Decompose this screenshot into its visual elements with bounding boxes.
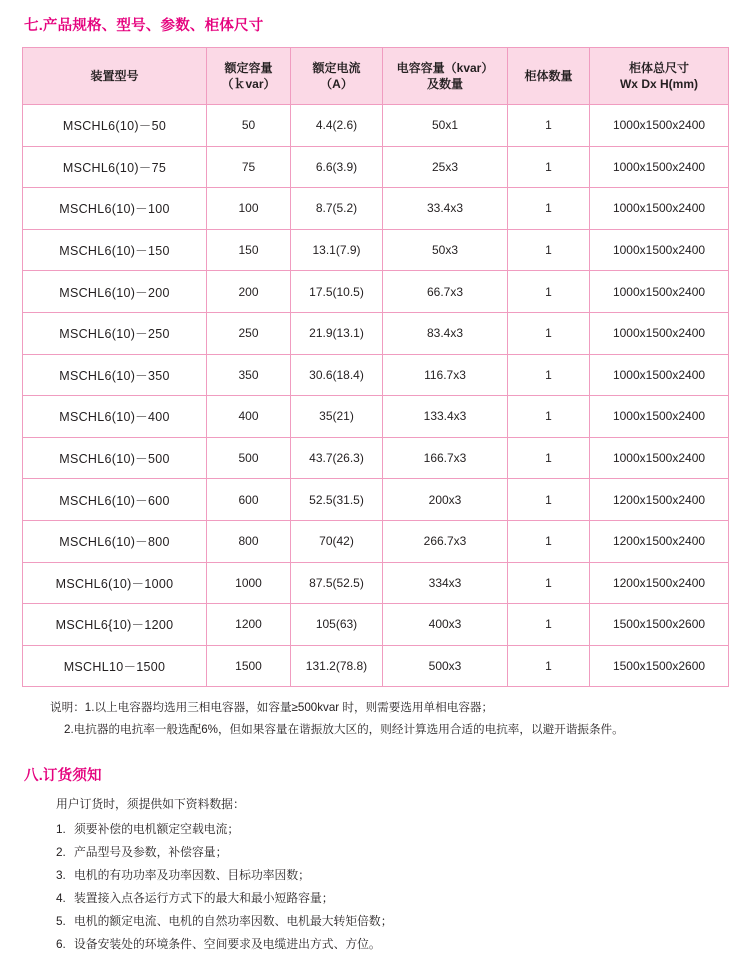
cell-rated-current: 8.7(5.2) <box>291 188 383 230</box>
order-list-item <box>56 864 728 887</box>
cell-cabinet-size: 1000x1500x2400 <box>590 396 729 438</box>
cell-rated-current: 35(21) <box>291 396 383 438</box>
column-header-capacitor-capacity: 电容容量（kvar） 及数量 <box>383 48 508 105</box>
cell-cabinet-count: 1 <box>508 146 590 188</box>
cell-cabinet-size: 1000x1500x2400 <box>590 188 729 230</box>
column-header-rated-capacity: 额定容量 （ｋvar） <box>207 48 291 105</box>
cell-capacitor-capacity: 33.4x3 <box>383 188 508 230</box>
cell-rated-capacity: 200 <box>207 271 291 313</box>
cell-rated-current: 70(42) <box>291 520 383 562</box>
order-list-item-text: 设备安装处的环境条件、空间要求及电缆进出方式、方位。 <box>74 937 381 952</box>
table-header-row <box>23 48 729 105</box>
table-row <box>23 105 729 147</box>
cell-cabinet-size: 1000x1500x2400 <box>590 146 729 188</box>
cell-capacitor-capacity: 83.4x3 <box>383 312 508 354</box>
cell-rated-current: 87.5(52.5) <box>291 562 383 604</box>
cell-cabinet-count: 1 <box>508 105 590 147</box>
order-list-item-text: 电机的有功功率及功率因数、目标功率因数； <box>74 868 310 883</box>
cell-capacitor-capacity: 166.7x3 <box>383 437 508 479</box>
cell-rated-current: 21.9(13.1) <box>291 312 383 354</box>
order-list-item-number: 4. <box>56 891 66 906</box>
cell-rated-capacity: 150 <box>207 229 291 271</box>
cell-model: MSCHL6(10)－100 <box>23 188 207 230</box>
cell-model: MSCHL6{10)－1200 <box>23 604 207 646</box>
cell-capacitor-capacity: 200x3 <box>383 479 508 521</box>
order-list-item-number: 6. <box>56 937 66 952</box>
order-list-item-number: 5. <box>56 914 66 929</box>
section-8-title: 八.订货须知 <box>24 768 102 785</box>
note-line-2: 2.电抗器的电抗率一般选配6%，但如果容量在谐振放大区的，则经计算选用合适的电抗率，以避开谐振条件。 <box>64 722 624 736</box>
cell-cabinet-size: 1000x1500x2400 <box>590 437 729 479</box>
cell-model: MSCHL6(10)－150 <box>23 229 207 271</box>
cell-model: MSCHL6(10)－75 <box>23 146 207 188</box>
cell-cabinet-count: 1 <box>508 354 590 396</box>
cell-rated-current: 13.1(7.9) <box>291 229 383 271</box>
cell-model: MSCHL6(10)－600 <box>23 479 207 521</box>
table-row <box>23 312 729 354</box>
cell-cabinet-size: 1000x1500x2400 <box>590 105 729 147</box>
table-row <box>23 479 729 521</box>
cell-cabinet-count: 1 <box>508 271 590 313</box>
cell-cabinet-count: 1 <box>508 396 590 438</box>
section-7-title: 七.产品规格、型号、参数、柜体尺寸 <box>24 18 264 34</box>
cell-model: MSCHL6(10)－50 <box>23 105 207 147</box>
table-row <box>23 437 729 479</box>
table-row <box>23 396 729 438</box>
table-row <box>23 229 729 271</box>
cell-model: MSCHL6(10)－400 <box>23 396 207 438</box>
cell-cabinet-size: 1000x1500x2400 <box>590 271 729 313</box>
table-row <box>23 520 729 562</box>
cell-rated-capacity: 1500 <box>207 645 291 687</box>
cell-cabinet-count: 1 <box>508 437 590 479</box>
table-notes <box>22 697 728 740</box>
cell-rated-capacity: 500 <box>207 437 291 479</box>
table-row <box>23 146 729 188</box>
cell-rated-capacity: 350 <box>207 354 291 396</box>
cell-cabinet-count: 1 <box>508 562 590 604</box>
cell-rated-capacity: 75 <box>207 146 291 188</box>
cell-cabinet-count: 1 <box>508 604 590 646</box>
cell-cabinet-size: 1000x1500x2400 <box>590 312 729 354</box>
order-list-item <box>56 841 728 864</box>
order-requirements-list <box>22 818 728 956</box>
table-row <box>23 354 729 396</box>
cell-model: MSCHL6(10)－200 <box>23 271 207 313</box>
cell-model: MSCHL6(10)－800 <box>23 520 207 562</box>
cell-rated-capacity: 1200 <box>207 604 291 646</box>
cell-model: MSCHL6(10)－350 <box>23 354 207 396</box>
cell-cabinet-count: 1 <box>508 520 590 562</box>
cell-cabinet-size: 1000x1500x2400 <box>590 229 729 271</box>
order-list-item <box>56 910 728 933</box>
order-list-item <box>56 887 728 910</box>
cell-model: MSCHL6(10)－500 <box>23 437 207 479</box>
note-line-1: 说明：1.以上电容器均选用三相电容器，如容量≥500kvar 时，则需要选用单相电容器； <box>50 701 494 715</box>
cell-capacitor-capacity: 50x1 <box>383 105 508 147</box>
cell-capacitor-capacity: 50x3 <box>383 229 508 271</box>
cell-rated-capacity: 600 <box>207 479 291 521</box>
column-header-cabinet-size: 柜体总尺寸 Wx Dx H(mm) <box>590 48 729 105</box>
order-list-item-number: 3. <box>56 868 66 883</box>
order-list-item-text: 电机的额定电流、电机的自然功率因数、电机最大转矩倍数； <box>74 914 393 929</box>
table-row <box>23 271 729 313</box>
cell-rated-capacity: 250 <box>207 312 291 354</box>
order-list-item-text: 须要补偿的电机额定空载电流； <box>74 822 240 837</box>
table-row <box>23 645 729 687</box>
cell-cabinet-size: 1000x1500x2400 <box>590 354 729 396</box>
cell-cabinet-size: 1200x1500x2400 <box>590 479 729 521</box>
cell-rated-current: 52.5(31.5) <box>291 479 383 521</box>
column-header-model: 装置型号 <box>23 48 207 105</box>
cell-rated-capacity: 1000 <box>207 562 291 604</box>
cell-capacitor-capacity: 266.7x3 <box>383 520 508 562</box>
cell-capacitor-capacity: 133.4x3 <box>383 396 508 438</box>
cell-rated-current: 17.5(10.5) <box>291 271 383 313</box>
table-row <box>23 604 729 646</box>
cell-rated-current: 6.6(3.9) <box>291 146 383 188</box>
cell-cabinet-size: 1500x1500x2600 <box>590 645 729 687</box>
cell-cabinet-size: 1200x1500x2400 <box>590 520 729 562</box>
cell-model: MSCHL10－1500 <box>23 645 207 687</box>
cell-capacitor-capacity: 116.7x3 <box>383 354 508 396</box>
order-list-item <box>56 818 728 841</box>
cell-cabinet-count: 1 <box>508 188 590 230</box>
cell-capacitor-capacity: 500x3 <box>383 645 508 687</box>
cell-cabinet-count: 1 <box>508 229 590 271</box>
cell-capacitor-capacity: 66.7x3 <box>383 271 508 313</box>
cell-capacitor-capacity: 25x3 <box>383 146 508 188</box>
cell-rated-current: 131.2(78.8) <box>291 645 383 687</box>
cell-cabinet-size: 1200x1500x2400 <box>590 562 729 604</box>
order-list-item-text: 装置接入点各运行方式下的最大和最小短路容量； <box>74 891 334 906</box>
cell-rated-current: 105(63) <box>291 604 383 646</box>
cell-rated-current: 30.6(18.4) <box>291 354 383 396</box>
table-body <box>23 105 729 687</box>
cell-capacitor-capacity: 400x3 <box>383 604 508 646</box>
cell-model: MSCHL6(10)－250 <box>23 312 207 354</box>
cell-rated-current: 4.4(2.6) <box>291 105 383 147</box>
cell-cabinet-count: 1 <box>508 645 590 687</box>
cell-rated-capacity: 800 <box>207 520 291 562</box>
cell-cabinet-count: 1 <box>508 312 590 354</box>
cell-capacitor-capacity: 334x3 <box>383 562 508 604</box>
table-header <box>23 48 729 105</box>
cell-rated-current: 43.7(26.3) <box>291 437 383 479</box>
column-header-rated-current: 额定电流 （A） <box>291 48 383 105</box>
cell-rated-capacity: 50 <box>207 105 291 147</box>
order-list-item <box>56 933 728 956</box>
cell-model: MSCHL6(10)－1000 <box>23 562 207 604</box>
order-list-item-text: 产品型号及参数，补偿容量； <box>74 845 228 860</box>
product-spec-table <box>22 47 729 687</box>
cell-cabinet-count: 1 <box>508 479 590 521</box>
order-list-item-number: 2. <box>56 845 66 860</box>
order-intro-text: 用户订货时，须提供如下资料数据： <box>56 797 245 812</box>
order-list-item-number: 1. <box>56 822 66 837</box>
cell-cabinet-size: 1500x1500x2600 <box>590 604 729 646</box>
table-row <box>23 188 729 230</box>
table-row <box>23 562 729 604</box>
cell-rated-capacity: 400 <box>207 396 291 438</box>
column-header-cabinet-count: 柜体数量 <box>508 48 590 105</box>
cell-rated-capacity: 100 <box>207 188 291 230</box>
